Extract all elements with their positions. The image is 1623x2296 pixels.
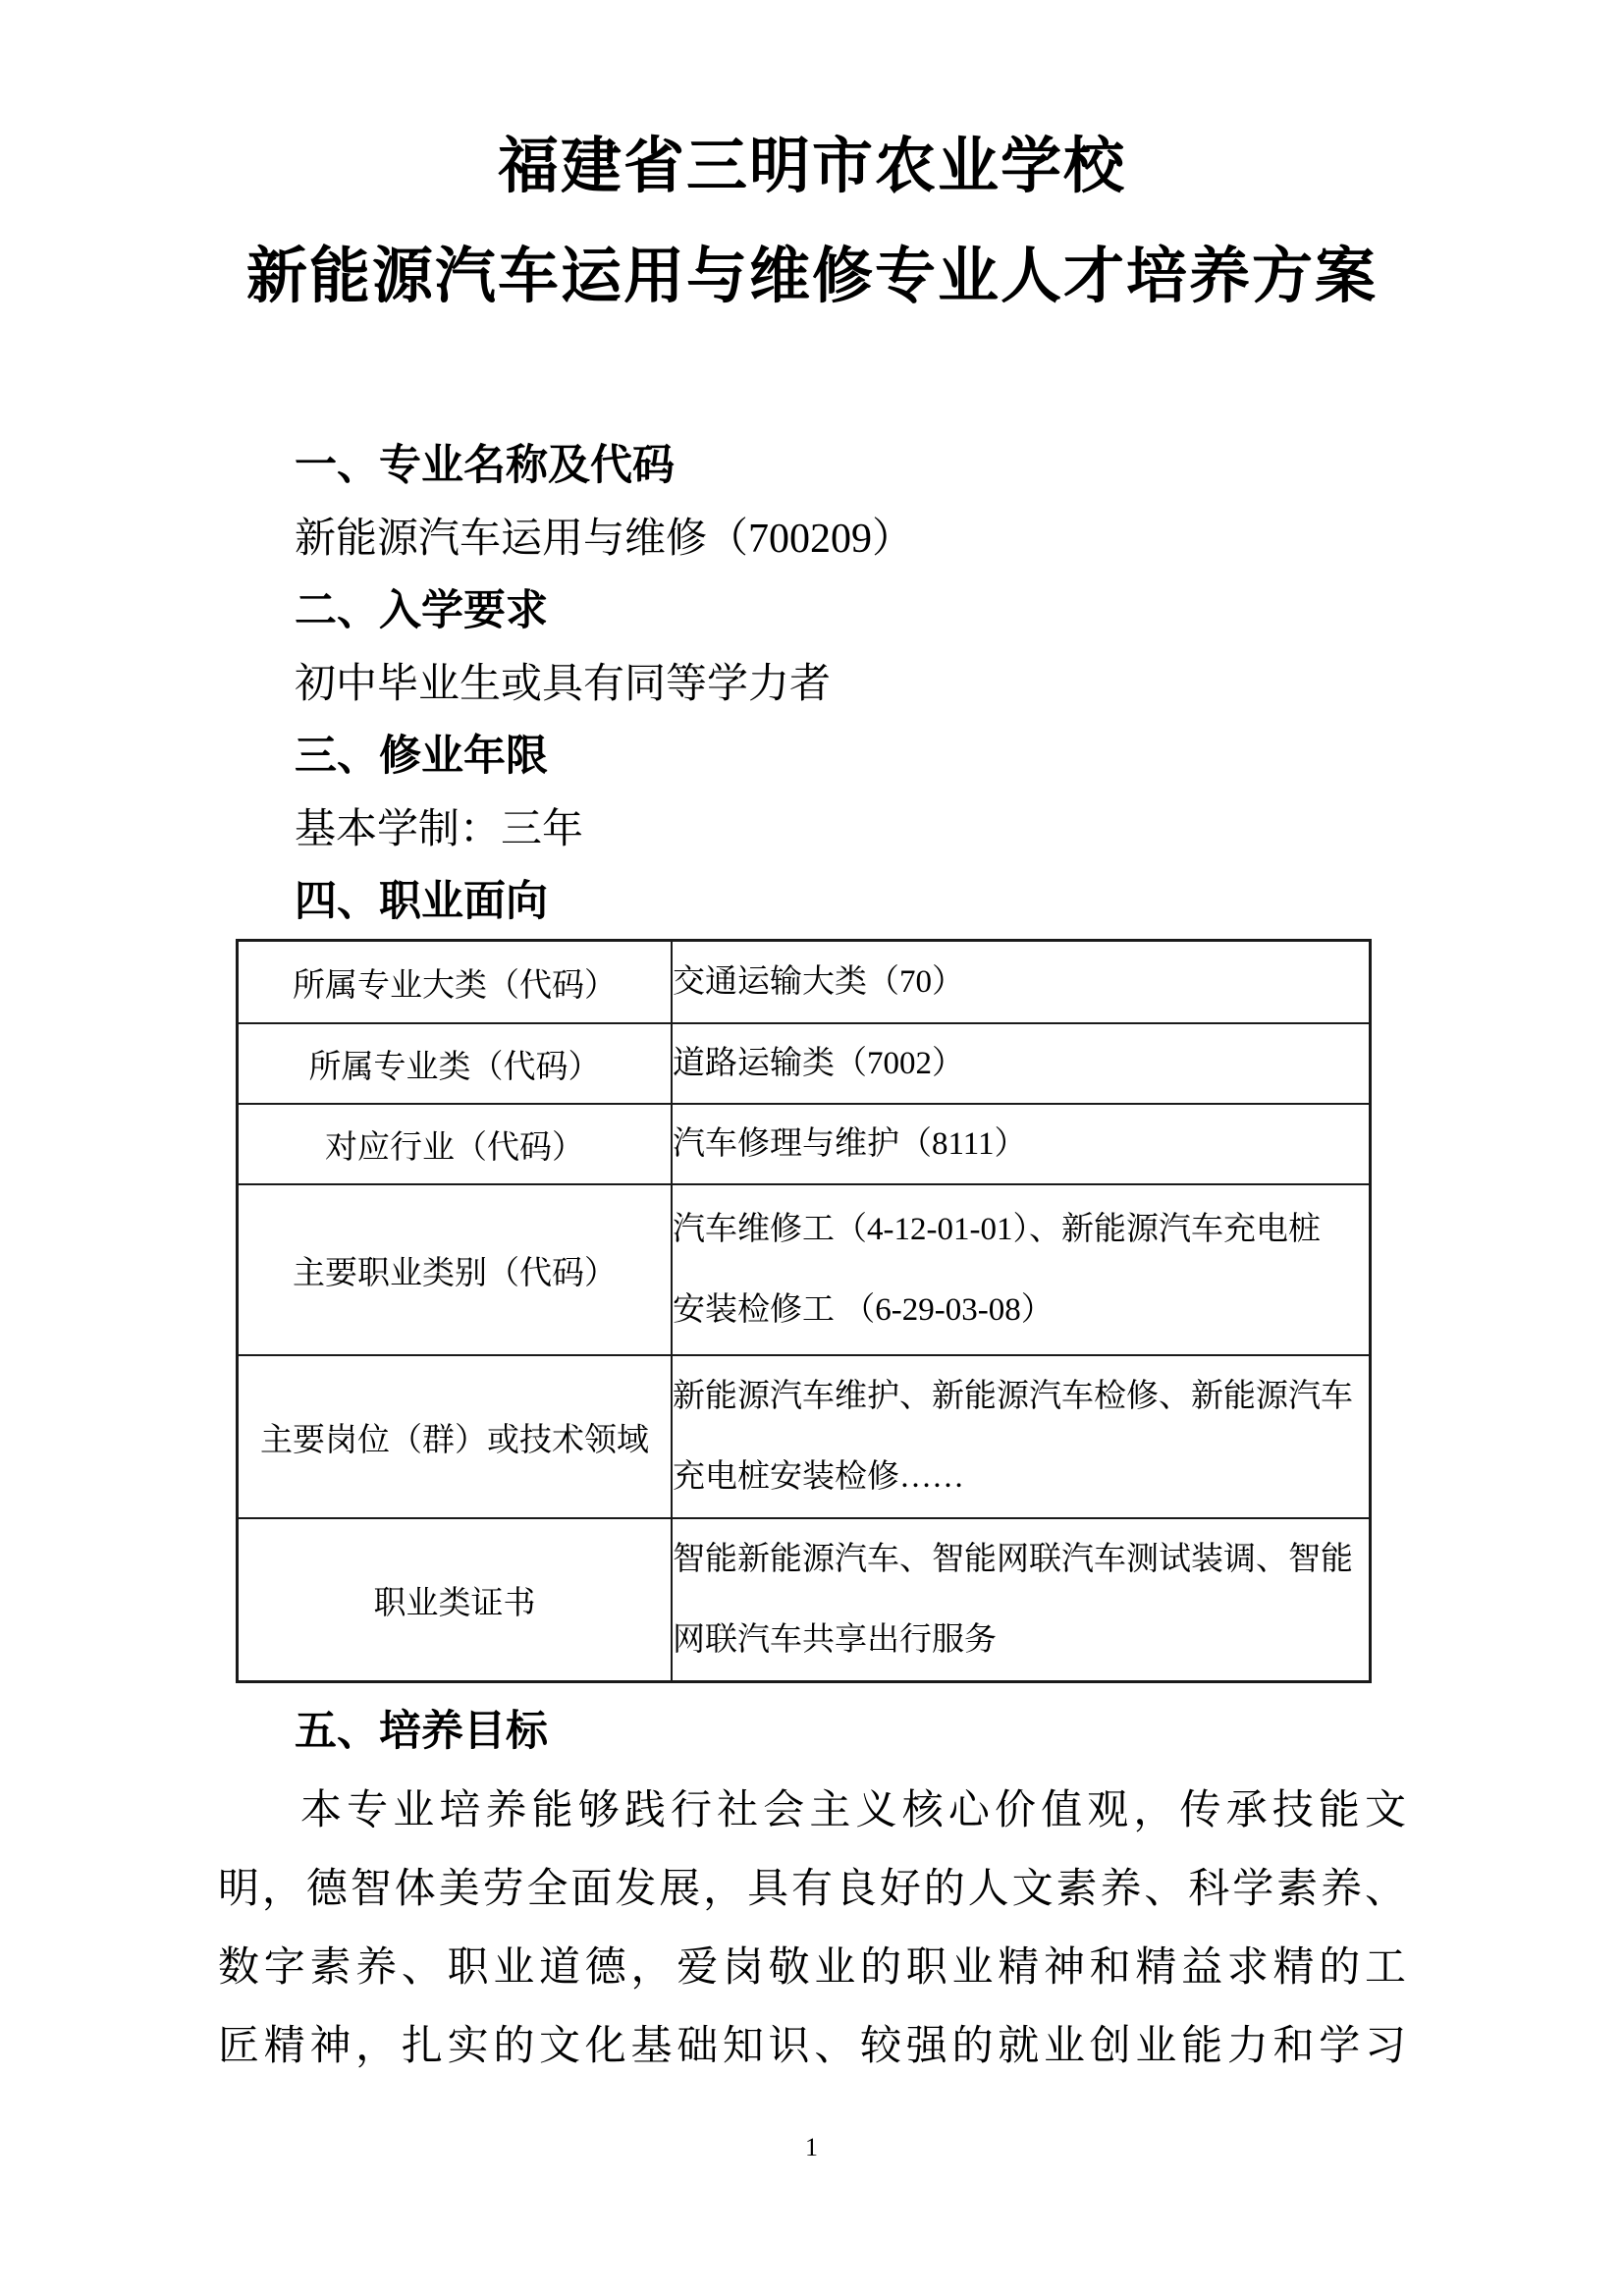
row-value (672, 1184, 1371, 1355)
table-row (238, 1104, 1371, 1184)
row-value (672, 1023, 1371, 1104)
row-value-line: 网联汽车共享出行服务 (673, 1622, 997, 1658)
row-value-line: 汽车维修工（4-12-01-01）、新能源汽车充电桩 (673, 1212, 1321, 1247)
row-value-line: 汽车修理与维护（8111） (673, 1126, 1027, 1162)
document-title-line2: 新能源汽车运用与维修专业人才培养方案 (245, 244, 1378, 310)
table-row (238, 1184, 1371, 1355)
paragraph-line: 数字素养、职业道德，爱岗敬业的职业精神和精益求精的工 (218, 1945, 1406, 1991)
row-value-line: 充电桩安装检修…… (673, 1459, 964, 1495)
row-value-line: 安装检修工 （6-29-03-08） (673, 1292, 1054, 1328)
section-body-3: 基本学制：三年 (295, 807, 584, 852)
paragraph-line: 明，德智体美劳全面发展，具有良好的人文素养、科学素养、 (218, 1867, 1406, 1912)
section-heading-2: 二、入学要求 (295, 588, 548, 634)
page-number: 1 (805, 2133, 818, 2161)
section-body-1: 新能源汽车运用与维修（700209） (295, 517, 914, 562)
row-value-line: 新能源汽车维护、新能源汽车检修、新能源汽车 (673, 1379, 1353, 1414)
page-content (218, 0, 1406, 2086)
document-title (218, 112, 1406, 332)
section-heading-3: 三、修业年限 (295, 734, 548, 780)
row-label: 主要岗位（群）或技术领域 (238, 1355, 673, 1518)
row-value-line: 智能新能源汽车、智能网联汽车测试装调、智能 (673, 1542, 1353, 1577)
row-value-line: 交通运输大类（70） (673, 964, 964, 1000)
row-value (672, 941, 1371, 1024)
section-list (218, 430, 1406, 939)
paragraph-line: 匠精神，扎实的文化基础知识、较强的就业创业能力和学习 (218, 2024, 1406, 2069)
document-title-line1: 福建省三明市农业学校 (497, 134, 1126, 200)
table-row (238, 941, 1371, 1024)
training-goal-paragraph (218, 1772, 1406, 2086)
row-label: 对应行业（代码） (238, 1104, 673, 1184)
row-label: 职业类证书 (238, 1518, 673, 1682)
row-label: 主要职业类别（代码） (238, 1184, 673, 1355)
section-heading-4: 四、职业面向 (295, 879, 548, 925)
section-body-2: 初中毕业生或具有同等学力者 (295, 662, 832, 707)
row-value (672, 1104, 1371, 1184)
row-value-line: 道路运输类（7002） (673, 1046, 964, 1081)
table-row (238, 1518, 1371, 1682)
table-row (238, 1023, 1371, 1104)
paragraph-line: 本专业培养能够践行社会主义核心价值观，传承技能文 (300, 1788, 1406, 1833)
section-heading-5: 五、培养目标 (295, 1709, 548, 1755)
row-value (672, 1518, 1371, 1682)
row-label: 所属专业类（代码） (238, 1023, 673, 1104)
table-row (238, 1355, 1371, 1518)
row-label: 所属专业大类（代码） (238, 941, 673, 1024)
row-value (672, 1355, 1371, 1518)
section-heading-1: 一、专业名称及代码 (295, 443, 675, 489)
career-orientation-table (236, 939, 1372, 1683)
